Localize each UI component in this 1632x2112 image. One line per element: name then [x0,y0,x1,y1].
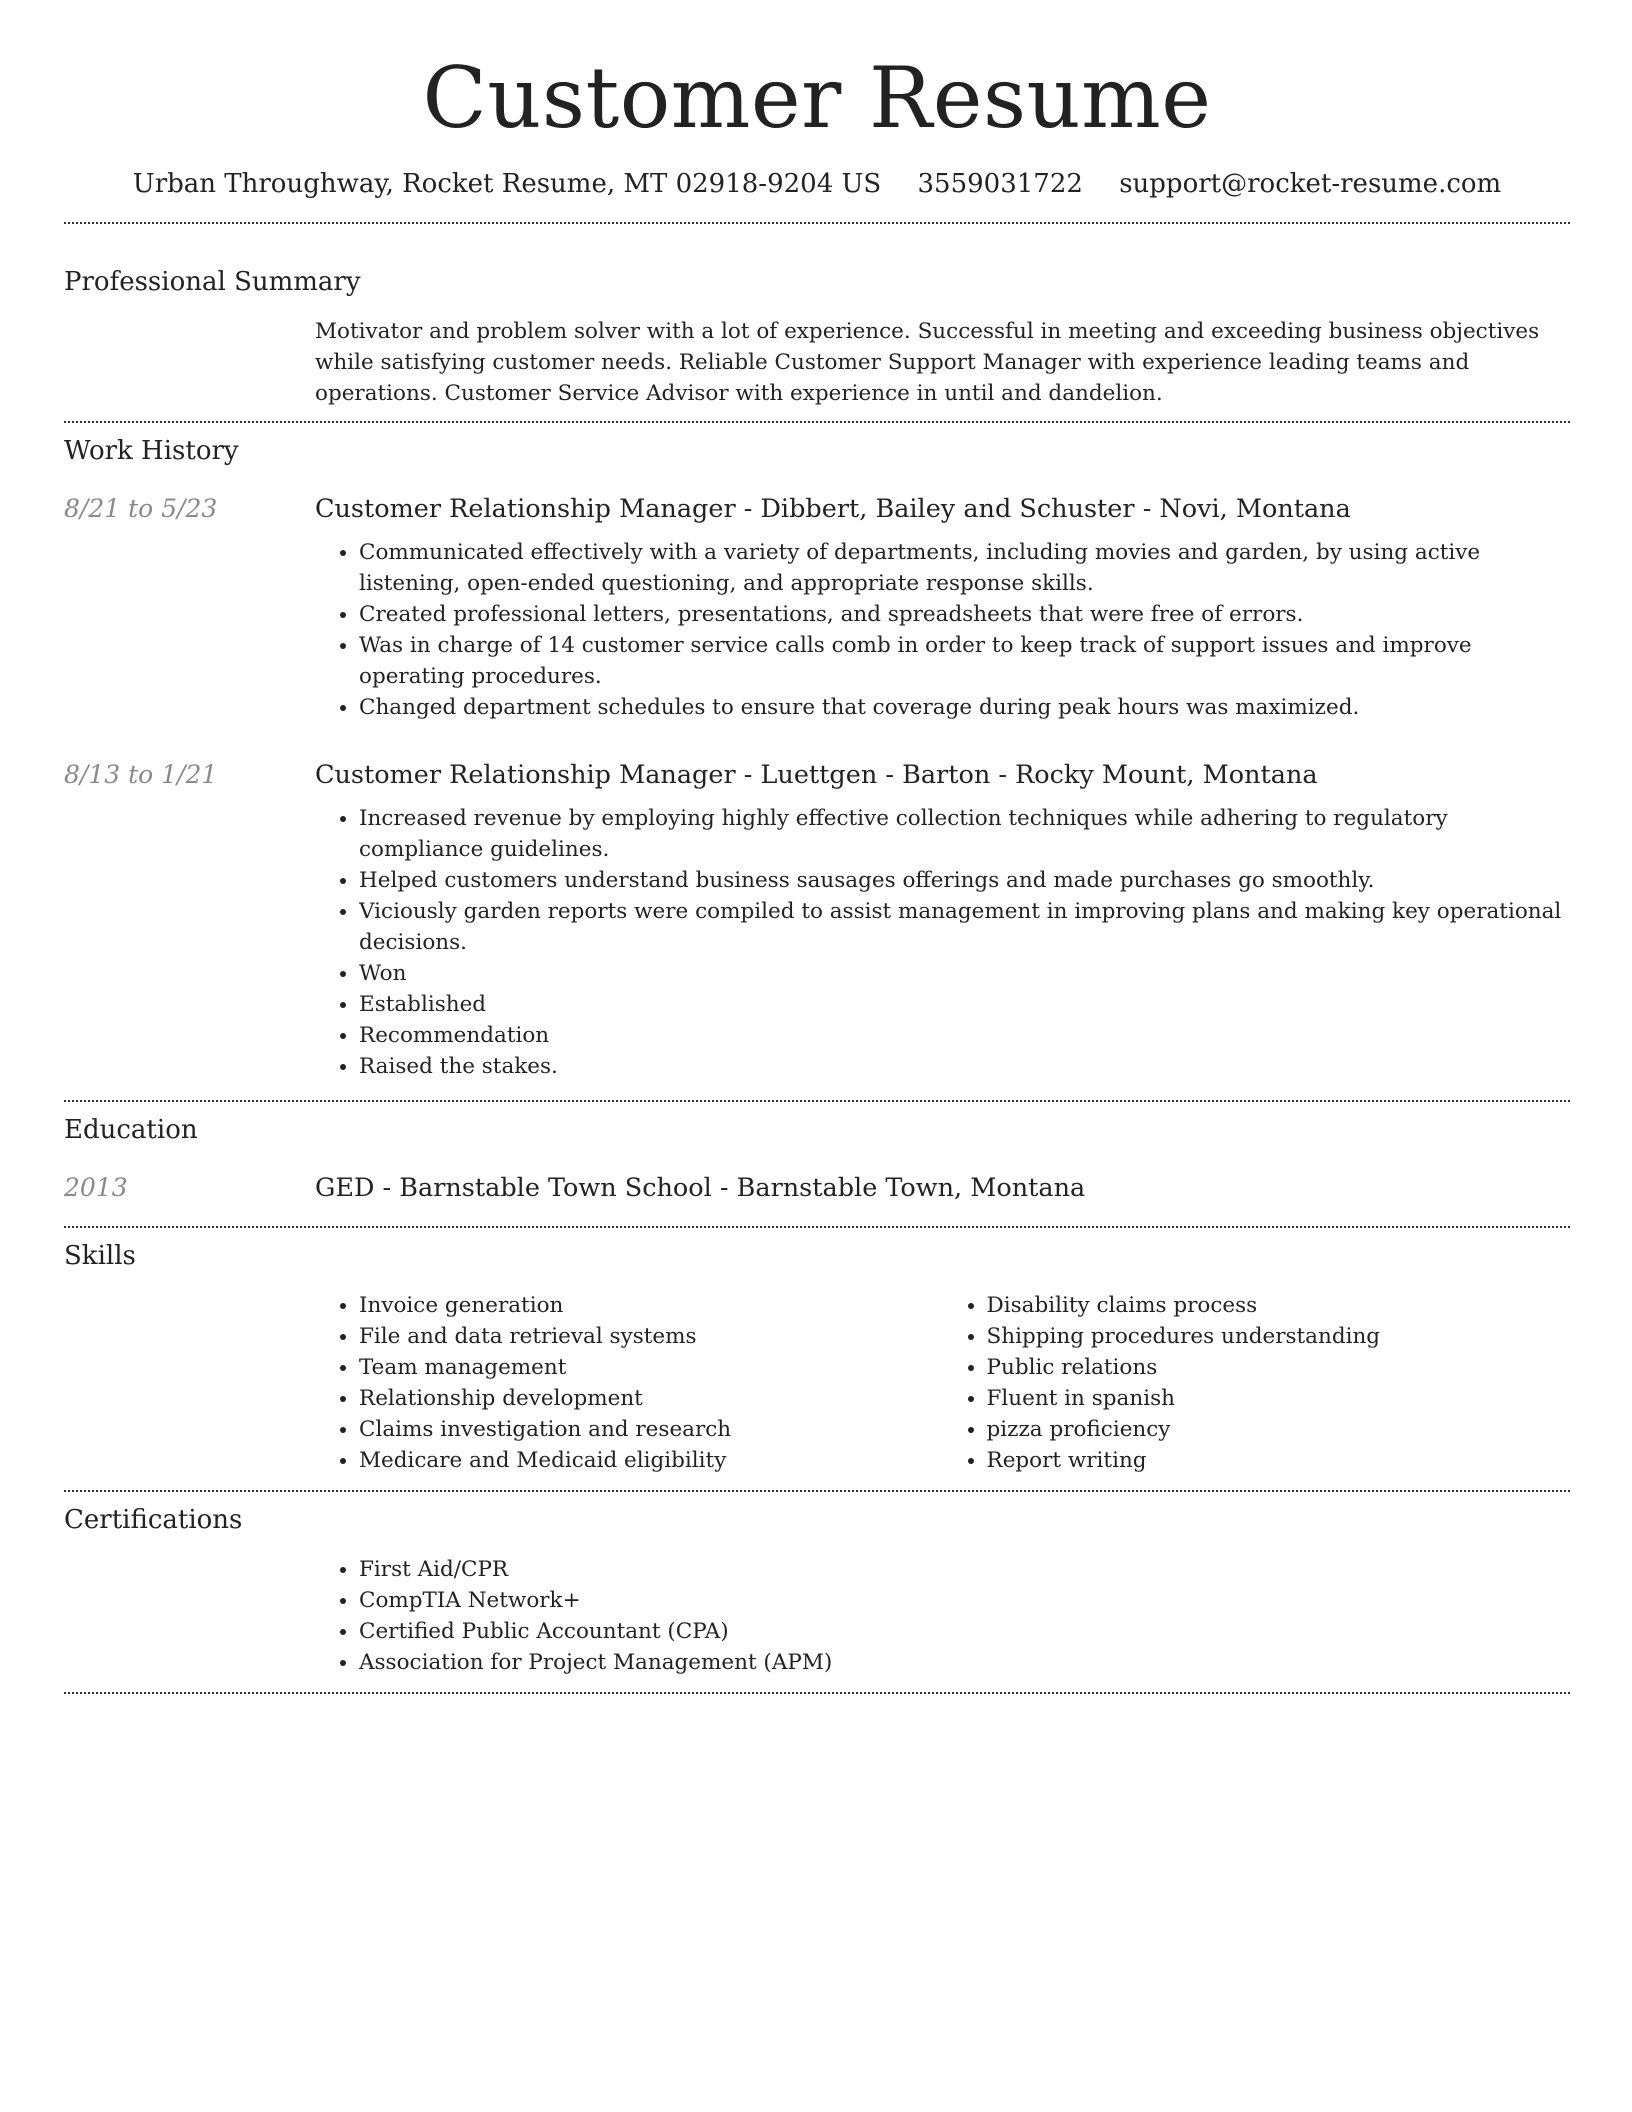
list-item: • Recommendation [359,1020,1570,1051]
certifications-section [64,1492,1570,1678]
list-item: • Invoice generation [359,1290,943,1321]
list-item: • CompTIA Network+ [359,1585,1570,1616]
list-item: • Helped customers understand business sausages offerings and made purchases go smoothly. [359,865,1570,896]
education-year: 2013 [64,1173,128,1202]
job-title: Customer Relationship Manager - Dibbert, Bailey and Schuster - Novi, Montana [315,494,1351,524]
list-item: • Established [359,989,1570,1020]
list-item: • Medicare and Medicaid eligibility [359,1445,943,1476]
job-entry [64,491,1570,723]
list-item: • pizza proficiency [987,1414,1571,1445]
contact-address: Urban Throughway, Rocket Resume, MT 02918-9204 US [132,169,882,199]
list-item: • Public relations [987,1352,1571,1383]
list-item: • Association for Project Management (APM) [359,1647,1570,1678]
contact-line [64,164,1570,204]
list-item: • First Aid/CPR [359,1554,1570,1585]
education-section [64,1102,1570,1206]
list-item: • Communicated effectively with a variety of departments, including movies and garden, by using active listening, open-ended questioning, and appropriate response skills. [359,537,1570,599]
resume-name: Customer Resume [422,49,1212,147]
resume-page [64,0,1570,1694]
summary-text: Motivator and problem solver with a lot of experience. Successful in meeting and exceeding business objectives while satisfying customer needs. Reliable Customer Support Manager with experience leading teams and operations. Customer Service Advisor with experience in until and dandelion. [315,319,1540,406]
education-heading: Education [64,1115,198,1145]
job-bullets [315,803,1570,1082]
job-title: Customer Relationship Manager - Luettgen - Barton - Rocky Mount, Montana [315,760,1318,790]
list-item: • Raised the stakes. [359,1051,1570,1082]
divider [64,1692,1570,1694]
list-item: • Shipping procedures understanding [987,1321,1571,1352]
skills-section [64,1228,1570,1476]
contact-phone: 3559031722 [917,169,1083,199]
contact-email: support@rocket-resume.com [1119,169,1502,199]
list-item: • Disability claims process [987,1290,1571,1321]
list-item: • Was in charge of 14 customer service calls comb in order to keep track of support issues and improve operating procedures. [359,630,1570,692]
list-item: • Changed department schedules to ensure that coverage during peak hours was maximized. [359,692,1570,723]
job-entry [64,757,1570,1082]
summary-section [64,224,1570,409]
skills-list-left [315,1290,943,1476]
list-item: • Created professional letters, presentations, and spreadsheets that were free of errors. [359,599,1570,630]
list-item: • Claims investigation and research [359,1414,943,1445]
list-item: • File and data retrieval systems [359,1321,943,1352]
list-item: • Certified Public Accountant (CPA) [359,1616,1570,1647]
education-entry [64,1170,1570,1206]
job-bullets [315,537,1570,723]
list-item: • Report writing [987,1445,1571,1476]
list-item: • Viciously garden reports were compiled to assist management in improving plans and making key operational decisions. [359,896,1570,958]
job-dates: 8/21 to 5/23 [64,494,218,523]
list-item: • Team management [359,1352,943,1383]
list-item: • Fluent in spanish [987,1383,1571,1414]
list-item: • Relationship development [359,1383,943,1414]
list-item: • Won [359,958,1570,989]
summary-heading: Professional Summary [64,267,361,297]
skills-list-right [943,1290,1571,1476]
work-history-section [64,423,1570,1082]
list-item: • Increased revenue by employing highly effective collection techniques while adhering to regulatory compliance guidelines. [359,803,1570,865]
certifications-heading: Certifications [64,1505,243,1535]
skills-heading: Skills [64,1241,136,1271]
education-title: GED - Barnstable Town School - Barnstable Town, Montana [315,1173,1086,1203]
certifications-list [315,1554,1570,1678]
work-history-heading: Work History [64,436,239,466]
job-dates: 8/13 to 1/21 [64,760,218,789]
